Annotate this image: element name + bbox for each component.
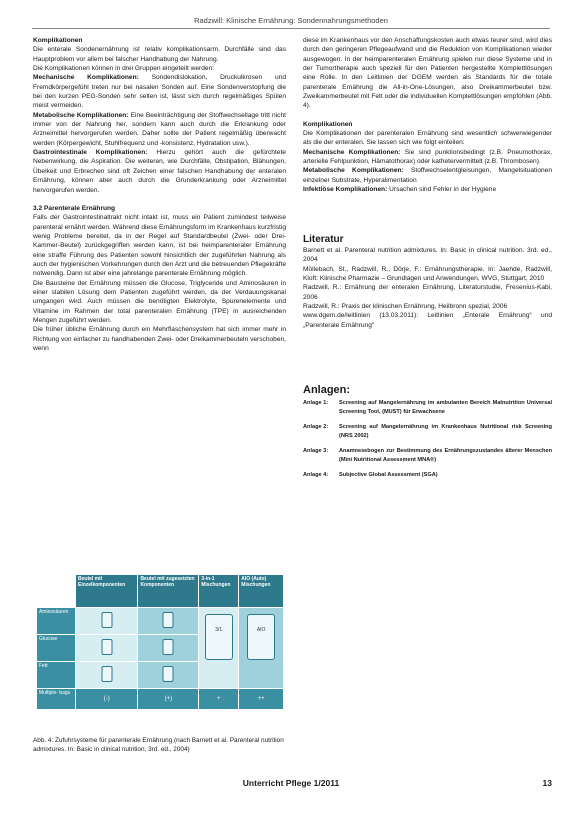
paragraph [33, 204, 286, 213]
literature-title: Literatur [303, 233, 344, 245]
figure-cell [138, 635, 199, 662]
page-number: 13 [542, 778, 552, 788]
bag-icon [101, 639, 112, 655]
paragraph-text: Eine Beeinträchtigung der Stoffwechsellage tritt nicht immer von der Nahrung her, sondern kann auch durch die Erkrankung oder Arzneimittel hervorgerufen werden. Daher sollte der Patient regelmäßig überwacht werden (Körpergewicht, Stuhlfrequenz und -konsistenz, Hydratation usw.). [33, 111, 286, 147]
paragraph [303, 129, 552, 148]
bag-icon [163, 612, 174, 628]
figure-cell [239, 608, 284, 689]
figure-cell [76, 662, 138, 689]
literature-entry: Radzwill, R.: Ernährung der enteralen Ernährung, Literaturstudie, Fresenius-Kabi, 2006 [303, 284, 552, 301]
paragraph-text: Die enterale Sondenernährung ist relativ komplikationsarm. Durchfälle sind das Hauptproblem vor allem bei falscher Handhabung der Nahrung. [33, 46, 286, 63]
paragraph [33, 148, 286, 195]
paragraph-heading: 3.2 Parenterale Ernährung [33, 204, 116, 212]
anlage-item [303, 423, 552, 440]
paragraph-heading: Mechanische Komplikationen: [33, 74, 139, 82]
paragraph [33, 73, 286, 110]
header-rule [32, 28, 550, 29]
figure-cell [138, 662, 199, 689]
figure-row-label: Glucose [37, 635, 76, 662]
paragraph [33, 279, 286, 326]
figure-col-header: Beutel mit Einzelkomponenten [76, 575, 138, 608]
figure-col-header: AIO (Auto) Mischungen [239, 575, 284, 608]
paragraph-text: Falls der Gastrointestinaltrakt nicht intakt ist, muss ein Patient zumindest teilweise parenteral ernährt werden. Während diese Ernährungsform im Krankenhaus kurzfristig wenig Probleme bereitet, da in der Regel auf Standardbeutel (Zwei- oder Drei-Kammer-Beutel) zurückgegriffen werden kann, ist bei heimparenteraler Ernährung eine straffe Führung des Patienten sowohl hinsichtlich der zugeführten Nahrung als auch der hygienischen Vorkehrungen durch den Arzt und die betreuenden Pflegekräfte notwendig. Dann ist aber eine jahrelange parenterale Ernährung möglich. [33, 214, 286, 278]
bag-icon [163, 666, 174, 682]
paragraph [303, 185, 552, 194]
figure-col-header: Beutel mit zugesetzten Komponenten [138, 575, 199, 608]
figure-row-label: Aminosäuren [37, 608, 76, 635]
paragraph [303, 36, 552, 111]
literature-entry: Barnett et al. Parenteral nutrition admixtures. In: Basic in clinical nutrition. 3rd. ed., 2004 [303, 246, 552, 264]
anlage-item [303, 471, 552, 480]
paragraph [303, 120, 552, 129]
figure-corner [37, 575, 76, 608]
paragraph-text: Ursachen sind Fehler in der Hygiene [389, 186, 497, 194]
figure-caption: Abb. 4: Zufuhrsysteme für parenterale Ernährung (nach Barnett et al. Parenteral nutrition admixtures. In: Basic in clinical nutrition, 3rd. ed., 2004) [33, 737, 284, 753]
anlage-number: Anlage 1: [303, 400, 329, 407]
paragraph-text: Sondendislokation, Druckulkrosen und Fremdkörpergefühl treten nur bei nasalen Sonden auf. Eine Sondenverstopfung die bei den kurzen PEG-Sonden sehr selten ist, lässt sich durch regelmäßiges Spülen meist vermeiden. [33, 74, 286, 110]
paragraph-text: Stoffwechselentgleisungen, Mangelsituationen einzelner Substrate, Hyperalimentation [303, 167, 552, 184]
right-paragraphs [303, 36, 552, 195]
paragraph-text: Die früher übliche Ernährung durch ein Mehrflaschensystem hat sich immer mehr in Richtung von einfacher zu handhabenden Zwei- oder Dreikammerbeuteln verschoben, wenn [33, 326, 286, 352]
left-column [33, 36, 286, 353]
paragraph-heading: Gastrointestinale Komplikationen: [33, 149, 148, 157]
figure-bottom-cell: + [199, 689, 239, 710]
anlage-item [303, 399, 552, 416]
literature-entry: Möllebach, St., Radzwill, R., Dörje, F.: Ernährungstherapie. In: Jaehde, Radzwill, Kloft: Klinische Pharmazie – Grundlagen und Anwendungen, WVG, Stuttgart, 2010 [303, 265, 552, 282]
running-header: Radzwill: Klinische Ernährung: Sondennahrungsmethoden [194, 16, 388, 25]
paragraph-heading: Komplikationen [33, 37, 83, 44]
journal-footer: Unterricht Pflege 1/2011 [242, 778, 340, 788]
bag-icon [163, 639, 174, 655]
figure-cell [138, 608, 199, 635]
anlage-number: Anlage 3: [303, 448, 329, 455]
anlage-title: Subjective Global Assessment (SGA) [339, 472, 438, 479]
paragraph [33, 64, 286, 73]
paragraph [33, 325, 286, 353]
paragraph-text: Die Komplikationen können in drei Gruppen eingeteilt werden: [33, 65, 215, 73]
paragraph-text: Die Bausteine der Ernährung müssen die Glucose, Triglyceride und Aminosäuren in einer stabilen Lösung dem Patienten zugeführt werden, da der Verdauungskanal umgangen wird. Auch müssen die benötigten Elektrolyte, Spurenelemente und Vitamine im Rahmen der total parenteralen Ernährung (TPE) in ausreichenden Mengen zugeführt werden. [33, 279, 286, 324]
anlage-title: Screening auf Mangelernährung im Krankenhaus Nutritional risk Screening (NRS 2002) [339, 424, 552, 439]
paragraph-text: Sie sind punktionsbedingt (z.B. Pneumothorax, arterielle Fehlpunktion, Hämatothorax) oder kathetervermittelt (z.B. Thrombosen). [303, 148, 552, 166]
figure-cell [76, 608, 138, 635]
literature-entry: www.dgem.de/leitlinien (13.03.2011): Leitlinien „Enterale Ernährung“ und „Parenterale Ernährung“ [303, 312, 552, 329]
anlage-number: Anlage 4: [303, 472, 329, 479]
figure-col-header: 3-in-1 Mischungen [199, 575, 239, 608]
figure-row-label: Fett [37, 662, 76, 689]
bag-icon [101, 612, 112, 628]
figure-bottom-cell: (+) [138, 689, 199, 710]
anlagen-title: Anlagen: [303, 383, 351, 396]
figure-cell [199, 608, 239, 689]
paragraph [33, 45, 286, 64]
figure-table [36, 574, 284, 710]
figure-bottom-cell: ++ [239, 689, 284, 710]
paragraph [303, 148, 552, 167]
paragraph [33, 213, 286, 278]
paragraph-gap [303, 111, 552, 120]
anlage-title: Anamnesebogen zur Bestimmung des Ernährungszustandes älterer Menschen (Mini Nutritional Assessment MNA®) [339, 448, 552, 463]
paragraph [303, 166, 552, 185]
literature-list [303, 246, 552, 330]
paragraph-heading: Mechanische Komplikationen: [303, 148, 401, 156]
bag-icon [101, 666, 112, 682]
figure-cell [76, 635, 138, 662]
paragraph-heading: Metabolische Komplikationen: [303, 167, 404, 175]
paragraph-gap [33, 195, 286, 204]
figure-bottom-cell: (-) [76, 689, 138, 710]
paragraph-heading: Komplikationen [303, 120, 353, 128]
anlage-title: Screening auf Mangelernährung im ambulanten Bereich Malnutrition Universal Screening Tool, (MUST) für Erwachsene [339, 400, 552, 415]
paragraph-text: Hierzu gehört auch die gefürchtete Nebenwirkung, die Aspiration. Die weiteren, wie Durchfälle, Obstipation, Blähungen, Übelkeit und Erbrechen sind oft Zeichen einer falschen Handhabung der enteralen Ernährung, können aber auch durch die Grunderkrankung oder Arzneimittel hervorgerufen werden. [33, 149, 286, 194]
paragraph-heading: Metabolische Komplikationen: [33, 111, 129, 119]
bag-3in1-icon: 3/1 [205, 614, 233, 660]
paragraph-heading: Infektiöse Komplikationen: [303, 186, 388, 194]
paragraph [33, 111, 286, 148]
anlage-item [303, 447, 552, 464]
paragraph-text: Die Komplikationen der parenteralen Ernährung sind wesentlich schwerwiegender als die der enteralen. Sie lassen sich wie folgt einteilen: [303, 130, 552, 147]
bag-aio-icon: AIO [247, 614, 275, 660]
anlage-number: Anlage 2: [303, 424, 329, 431]
figure-row-label: Multiple- bags [37, 689, 76, 710]
right-column [303, 36, 552, 487]
paragraph [33, 36, 286, 45]
anlagen-list [303, 399, 552, 480]
paragraph-text: diese im Krankenhaus vor den Anschaffungskosten auch etwas teurer sind, wird dies durch den geringeren Pflegeaufwand und die Reduktion von Komplikationen wieder ausgewogen. In der heimparenteralen Ernährung spielen nur diese Systeme und in der Tumortherapie auch speziell für den Patienten hergestellte Komplettlösungen eine Rolle. In den Leitlinien der DGEM werden als Standards für die totale parenterale Ernährung die All-in-One-Lösungen, also Dreikammerbeutel bzw. Zweikammerbeutel mit Fett oder die individuellen Komplettlösungen empfohlen (Abb. 4). [303, 37, 552, 110]
literature-entry: Radzwill, R.: Praxis der klinischen Ernährung, Heilbronn spezial, 2006 [303, 302, 508, 310]
